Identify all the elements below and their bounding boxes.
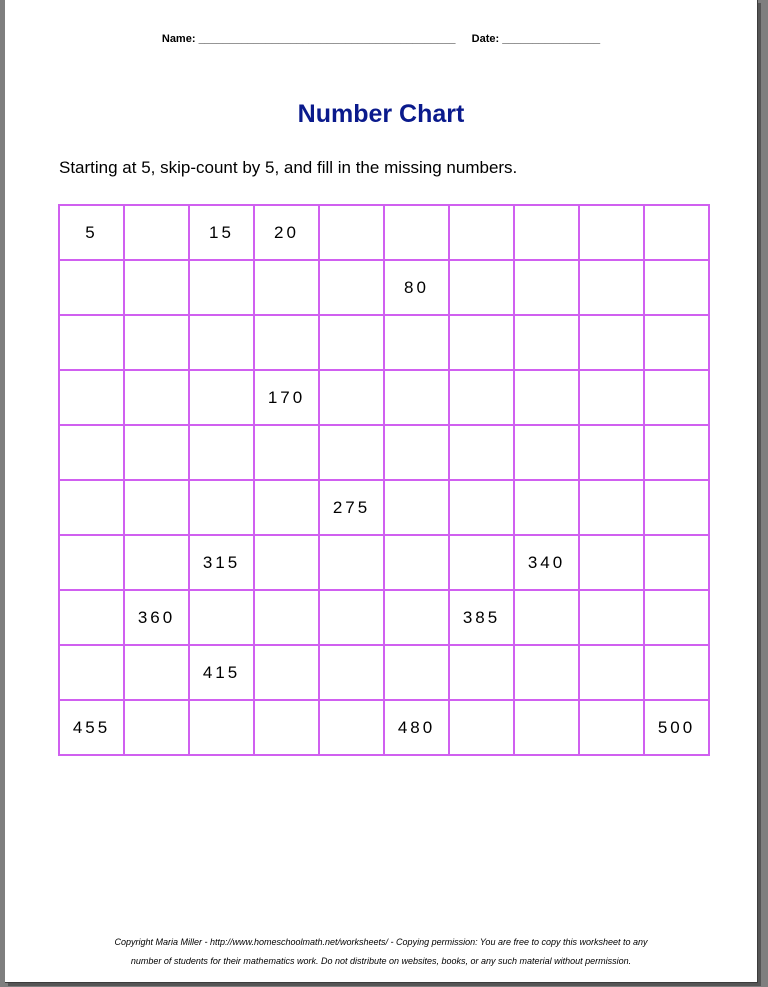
blank-cell[interactable] bbox=[124, 535, 189, 590]
blank-cell[interactable] bbox=[319, 260, 384, 315]
blank-cell[interactable] bbox=[514, 480, 579, 535]
blank-cell[interactable] bbox=[59, 315, 124, 370]
blank-cell[interactable] bbox=[124, 205, 189, 260]
blank-cell[interactable] bbox=[514, 260, 579, 315]
number-cell: 315 bbox=[189, 535, 254, 590]
grid-row bbox=[59, 370, 709, 425]
blank-cell[interactable] bbox=[319, 370, 384, 425]
blank-cell[interactable] bbox=[644, 535, 709, 590]
blank-cell[interactable] bbox=[124, 315, 189, 370]
blank-cell[interactable] bbox=[384, 315, 449, 370]
blank-cell[interactable] bbox=[254, 535, 319, 590]
blank-cell[interactable] bbox=[449, 700, 514, 755]
number-cell: 20 bbox=[254, 205, 319, 260]
blank-cell[interactable] bbox=[449, 645, 514, 700]
blank-cell[interactable] bbox=[579, 205, 644, 260]
number-cell: 360 bbox=[124, 590, 189, 645]
blank-cell[interactable] bbox=[514, 645, 579, 700]
blank-cell[interactable] bbox=[579, 590, 644, 645]
blank-cell[interactable] bbox=[644, 480, 709, 535]
blank-cell[interactable] bbox=[319, 535, 384, 590]
worksheet-page bbox=[5, 0, 758, 983]
number-cell: 275 bbox=[319, 480, 384, 535]
blank-cell[interactable] bbox=[124, 425, 189, 480]
grid-row bbox=[59, 535, 709, 590]
blank-cell[interactable] bbox=[384, 480, 449, 535]
blank-cell[interactable] bbox=[449, 205, 514, 260]
blank-cell[interactable] bbox=[254, 480, 319, 535]
blank-cell[interactable] bbox=[579, 535, 644, 590]
instructions: Starting at 5, skip-count by 5, and fill in the missing numbers. bbox=[59, 158, 518, 177]
date-blank: ________________ bbox=[502, 33, 601, 45]
grid-row bbox=[59, 645, 709, 700]
copyright-line-1: Copyright Maria Miller - http://www.homeschoolmath.net/worksheets/ - Copying permission: You are free to copy this worksheet to any bbox=[114, 937, 648, 947]
blank-cell[interactable] bbox=[319, 205, 384, 260]
blank-cell[interactable] bbox=[189, 700, 254, 755]
grid-row bbox=[59, 480, 709, 535]
blank-cell[interactable] bbox=[579, 700, 644, 755]
number-cell: 415 bbox=[189, 645, 254, 700]
blank-cell[interactable] bbox=[319, 700, 384, 755]
blank-cell[interactable] bbox=[189, 425, 254, 480]
name-label: Name: bbox=[161, 33, 196, 45]
blank-cell[interactable] bbox=[514, 205, 579, 260]
blank-cell[interactable] bbox=[514, 425, 579, 480]
blank-cell[interactable] bbox=[579, 260, 644, 315]
blank-cell[interactable] bbox=[384, 590, 449, 645]
blank-cell[interactable] bbox=[579, 480, 644, 535]
blank-cell[interactable] bbox=[59, 645, 124, 700]
blank-cell[interactable] bbox=[579, 425, 644, 480]
blank-cell[interactable] bbox=[644, 260, 709, 315]
blank-cell[interactable] bbox=[579, 370, 644, 425]
blank-cell[interactable] bbox=[384, 645, 449, 700]
blank-cell[interactable] bbox=[319, 645, 384, 700]
blank-cell[interactable] bbox=[59, 370, 124, 425]
blank-cell[interactable] bbox=[384, 370, 449, 425]
blank-cell[interactable] bbox=[189, 260, 254, 315]
blank-cell[interactable] bbox=[644, 590, 709, 645]
blank-cell[interactable] bbox=[579, 315, 644, 370]
date-label: Date: bbox=[471, 33, 500, 45]
blank-cell[interactable] bbox=[254, 425, 319, 480]
number-cell: 480 bbox=[384, 700, 449, 755]
blank-cell[interactable] bbox=[189, 480, 254, 535]
blank-cell[interactable] bbox=[449, 315, 514, 370]
blank-cell[interactable] bbox=[124, 700, 189, 755]
blank-cell[interactable] bbox=[644, 205, 709, 260]
number-cell: 500 bbox=[644, 700, 709, 755]
blank-cell[interactable] bbox=[59, 425, 124, 480]
blank-cell[interactable] bbox=[59, 590, 124, 645]
blank-cell[interactable] bbox=[384, 535, 449, 590]
blank-cell[interactable] bbox=[124, 645, 189, 700]
blank-cell[interactable] bbox=[449, 260, 514, 315]
header-line bbox=[5, 33, 757, 45]
blank-cell[interactable] bbox=[449, 370, 514, 425]
blank-cell[interactable] bbox=[644, 645, 709, 700]
grid-row bbox=[59, 260, 709, 315]
number-cell: 80 bbox=[384, 260, 449, 315]
blank-cell[interactable] bbox=[189, 315, 254, 370]
number-cell: 15 bbox=[189, 205, 254, 260]
blank-cell[interactable] bbox=[59, 535, 124, 590]
blank-cell[interactable] bbox=[124, 260, 189, 315]
number-cell: 5 bbox=[59, 205, 124, 260]
blank-cell[interactable] bbox=[254, 315, 319, 370]
blank-cell[interactable] bbox=[254, 260, 319, 315]
blank-cell[interactable] bbox=[449, 425, 514, 480]
blank-cell[interactable] bbox=[384, 205, 449, 260]
copyright-line-2: number of students for their mathematics work. Do not distribute on websites, books, or any such material without permission. bbox=[130, 956, 632, 966]
grid-row bbox=[59, 590, 709, 645]
blank-cell[interactable] bbox=[384, 425, 449, 480]
blank-cell[interactable] bbox=[319, 315, 384, 370]
number-cell: 385 bbox=[449, 590, 514, 645]
blank-cell[interactable] bbox=[449, 535, 514, 590]
blank-cell[interactable] bbox=[319, 590, 384, 645]
blank-cell[interactable] bbox=[254, 645, 319, 700]
grid-row bbox=[59, 700, 709, 755]
grid-row bbox=[59, 205, 709, 260]
blank-cell[interactable] bbox=[644, 315, 709, 370]
grid-row bbox=[59, 425, 709, 480]
blank-cell[interactable] bbox=[449, 480, 514, 535]
blank-cell[interactable] bbox=[254, 590, 319, 645]
number-chart-grid bbox=[58, 204, 710, 756]
blank-cell[interactable] bbox=[254, 700, 319, 755]
blank-cell[interactable] bbox=[514, 700, 579, 755]
blank-cell[interactable] bbox=[644, 370, 709, 425]
blank-cell[interactable] bbox=[514, 590, 579, 645]
blank-cell[interactable] bbox=[514, 315, 579, 370]
blank-cell[interactable] bbox=[189, 370, 254, 425]
number-cell: 170 bbox=[254, 370, 319, 425]
blank-cell[interactable] bbox=[124, 480, 189, 535]
page-title: Number Chart bbox=[297, 100, 465, 128]
number-cell: 455 bbox=[59, 700, 124, 755]
blank-cell[interactable] bbox=[644, 425, 709, 480]
name-blank: __________________________________________ bbox=[198, 33, 456, 45]
blank-cell[interactable] bbox=[59, 480, 124, 535]
blank-cell[interactable] bbox=[514, 370, 579, 425]
grid-row bbox=[59, 315, 709, 370]
blank-cell[interactable] bbox=[319, 425, 384, 480]
blank-cell[interactable] bbox=[579, 645, 644, 700]
blank-cell[interactable] bbox=[124, 370, 189, 425]
blank-cell[interactable] bbox=[189, 590, 254, 645]
blank-cell[interactable] bbox=[59, 260, 124, 315]
number-cell: 340 bbox=[514, 535, 579, 590]
